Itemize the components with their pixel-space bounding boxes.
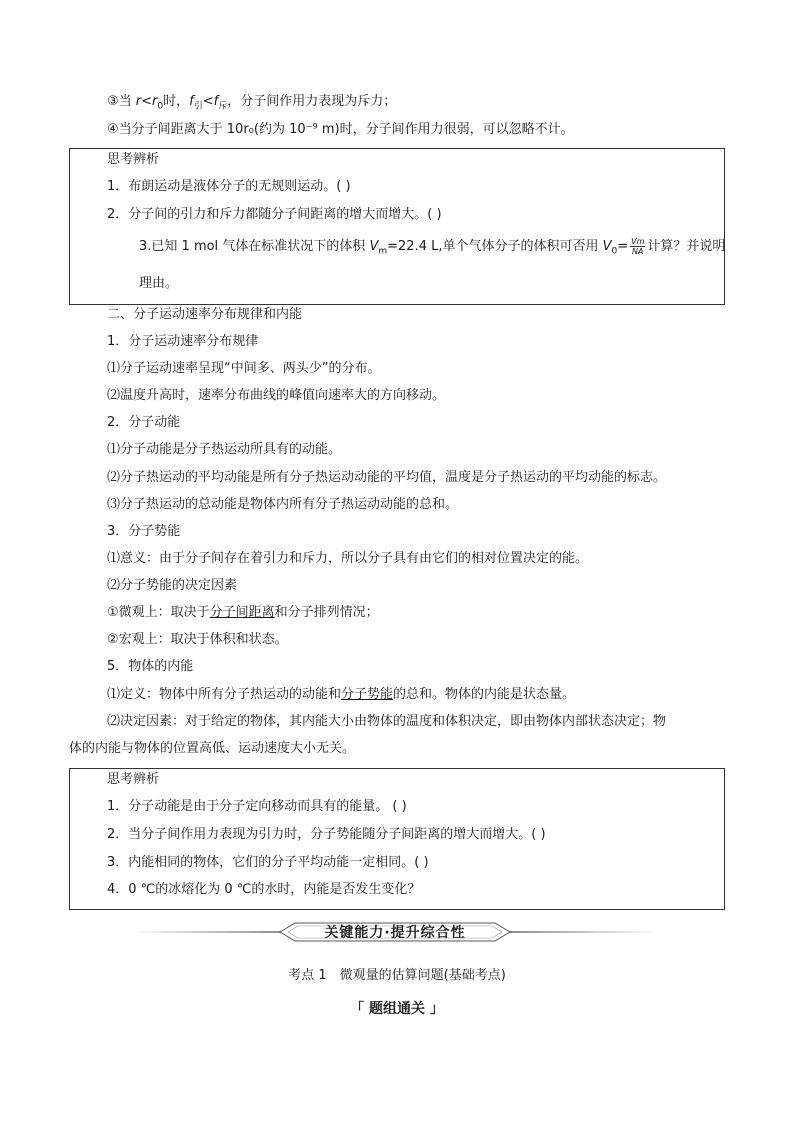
section-banner [130,918,660,946]
thinking-box-2 [69,768,725,910]
section-heading: 二、分子运动速率分布规律和内能 [107,307,303,322]
question-4: 4．0 ℃的冰熔化为 0 ℃的水时，内能是否发生变化？ [107,882,421,897]
para-3-1: ⑴意义：由于分子间存在着引力和斥力，所以分子具有由它们的相对位置决定的能。 [107,551,589,566]
subheading-5: 5．物体的内能 [107,659,194,674]
question-3: 3.已知 1 mol 气体在标准状况下的体积 $V_m=22.4$ L,单个气体分子的体积可否用 $V_0=$ $\frac{Vm}{NA}$ 计算？并说明 [139,237,726,257]
para-3-4: ②宏观上：取决于体积和状态。 [107,632,288,647]
fraction-vm-na: $\frac{Vm}{NA}$ [631,237,645,256]
kaodian-title: 考点 1 微观量的估算问题(基础考点) [288,968,506,983]
subheading-3: 3．分子势能 [107,524,181,539]
para-2-1: ⑴分子动能是分子热运动所具有的动能。 [107,442,342,457]
thinking-box-1 [69,148,725,305]
para-2-2: ⑵分子热运动的平均动能是所有分子热运动动能的平均值，温度是分子热运动的平均动能的标志。 [107,470,667,485]
banner-title: 关键能力·提升综合性 [324,925,466,941]
question-3: 3．内能相同的物体，它们的分子平均动能一定相同。( ) [107,855,429,870]
question-1: 1．布朗运动是液体分子的无规则运动。( ) [107,179,351,194]
subheading-2: 2．分子动能 [107,415,181,430]
question-2: 2．当分子间作用力表现为引力时，分子势能随分子间距离的增大而增大。( ) [107,827,546,842]
question-3-cont: 理由。 [139,276,179,291]
para-1-1: ⑴分子运动速率呈现“中间多、两头少”的分布。 [107,361,381,376]
box-title: 思考辨析 [107,152,160,167]
para-3-2: ⑵分子势能的决定因素 [107,578,238,593]
para-5-3: 体的内能与物体的位置高低、运动速度大小无关。 [69,741,356,756]
para-1-2: ⑵温度升高时，速率分布曲线的峰值向速率大的方向移动。 [107,388,446,403]
text-line-r-less-r0: ③当 $r<r_0$时，$f_引<f_斥$，分子间作用力表现为斥力； [107,94,397,112]
para-3-3: ①微观上：取决于分子间距离和分子排列情况； [107,605,379,620]
question-2: 2．分子间的引力和斥力都随分子间距离的增大而增大。( ) [107,207,442,222]
tizu-title: 「 题组通关 」 [350,1001,444,1017]
para-5-1: ⑴定义：物体中所有分子热运动的动能和分子势能的总和。物体的内能是状态量。 [107,687,576,702]
subheading-1: 1．分子运动速率分布规律 [107,334,259,349]
para-5-2: ⑵决定因素：对于给定的物体，其内能大小由物体的温度和体积决定，即由物体内部状态决定；物 [107,714,667,729]
box-title: 思考辨析 [107,772,160,787]
text-line-10r0: ④当分子间距离大于 10r₀(约为 10⁻⁹ m)时，分子间作用力很弱，可以忽略不计。 [107,122,574,137]
para-2-3: ⑶分子热运动的总动能是物体内所有分子热运动动能的总和。 [107,497,459,512]
question-1: 1．分子动能是由于分子定向移动而具有的能量。 ( ) [107,799,407,814]
